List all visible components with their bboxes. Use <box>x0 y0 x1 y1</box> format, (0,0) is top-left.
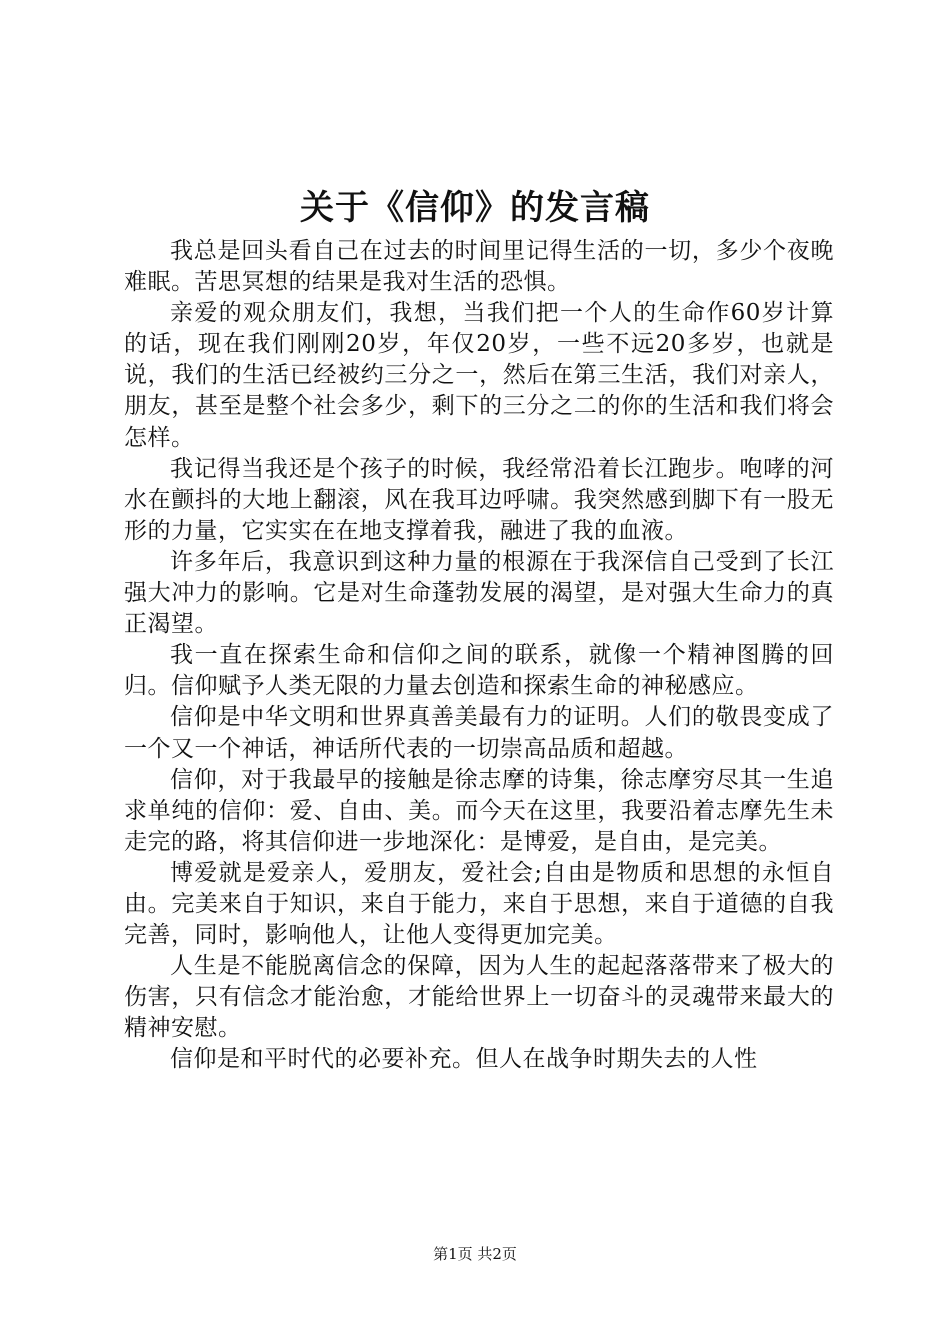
page-number-footer: 第1页 共2页 <box>433 1245 517 1263</box>
paragraph: 博爱就是爱亲人，爱朋友，爱社会;自由是物质和思想的永恒自由。完美来自于知识，来自于能力，来自于思想，来自于道德的自我完善，同时，影响他人，让他人变得更加完美。 <box>124 859 834 949</box>
paragraph: 我记得当我还是个孩子的时候，我经常沿着长江跑步。咆哮的河水在颤抖的大地上翻滚，风在我耳边呼啸。我突然感到脚下有一股无形的力量，它实实在在地支撑着我，融进了我的血液。 <box>124 455 834 544</box>
paragraph: 我一直在探索生命和信仰之间的联系，就像一个精神图腾的回归。信仰赋予人类无限的力量去创造和探索生命的神秘感应。 <box>124 642 834 700</box>
paragraph: 许多年后，我意识到这种力量的根源在于我深信自己受到了长江强大冲力的影响。它是对生命蓬勃发展的渴望，是对强大生命力的真正渴望。 <box>124 548 834 638</box>
paragraph: 信仰是和平时代的必要补充。但人在战争时期失去的人性 <box>170 1046 758 1073</box>
paragraph: 亲爱的观众朋友们，我想，当我们把一个人的生命作60岁计算的话，现在我们刚刚20岁，年仅20岁，一些不远20多岁，也就是说，我们的生活已经被约三分之一，然后在第三生活，我们对亲人，朋友，甚至是整个社会多少，剩下的三分之二的你的生活和我们将会怎样。 <box>124 300 834 451</box>
document-body <box>124 236 834 1076</box>
paragraph: 信仰，对于我最早的接触是徐志摩的诗集，徐志摩穷尽其一生追求单纯的信仰：爱、自由、美。而今天在这里，我要沿着志摩先生未走完的路，将其信仰进一步地深化：是博爱，是自由，是完美。 <box>124 766 834 855</box>
paragraph: 我总是回头看自己在过去的时间里记得生活的一切，多少个夜晚难眠。苦思冥想的结果是我对生活的恐惧。 <box>124 238 834 296</box>
paragraph: 人生是不能脱离信念的保障，因为人生的起起落落带来了极大的伤害，只有信念才能治愈，才能给世界上一切奋斗的灵魂带来最大的精神安慰。 <box>124 953 834 1042</box>
paragraph: 信仰是中华文明和世界真善美最有力的证明。人们的敬畏变成了一个又一个神话，神话所代表的一切崇高品质和超越。 <box>124 704 834 762</box>
document-title: 关于《信仰》的发言稿 <box>300 188 650 228</box>
